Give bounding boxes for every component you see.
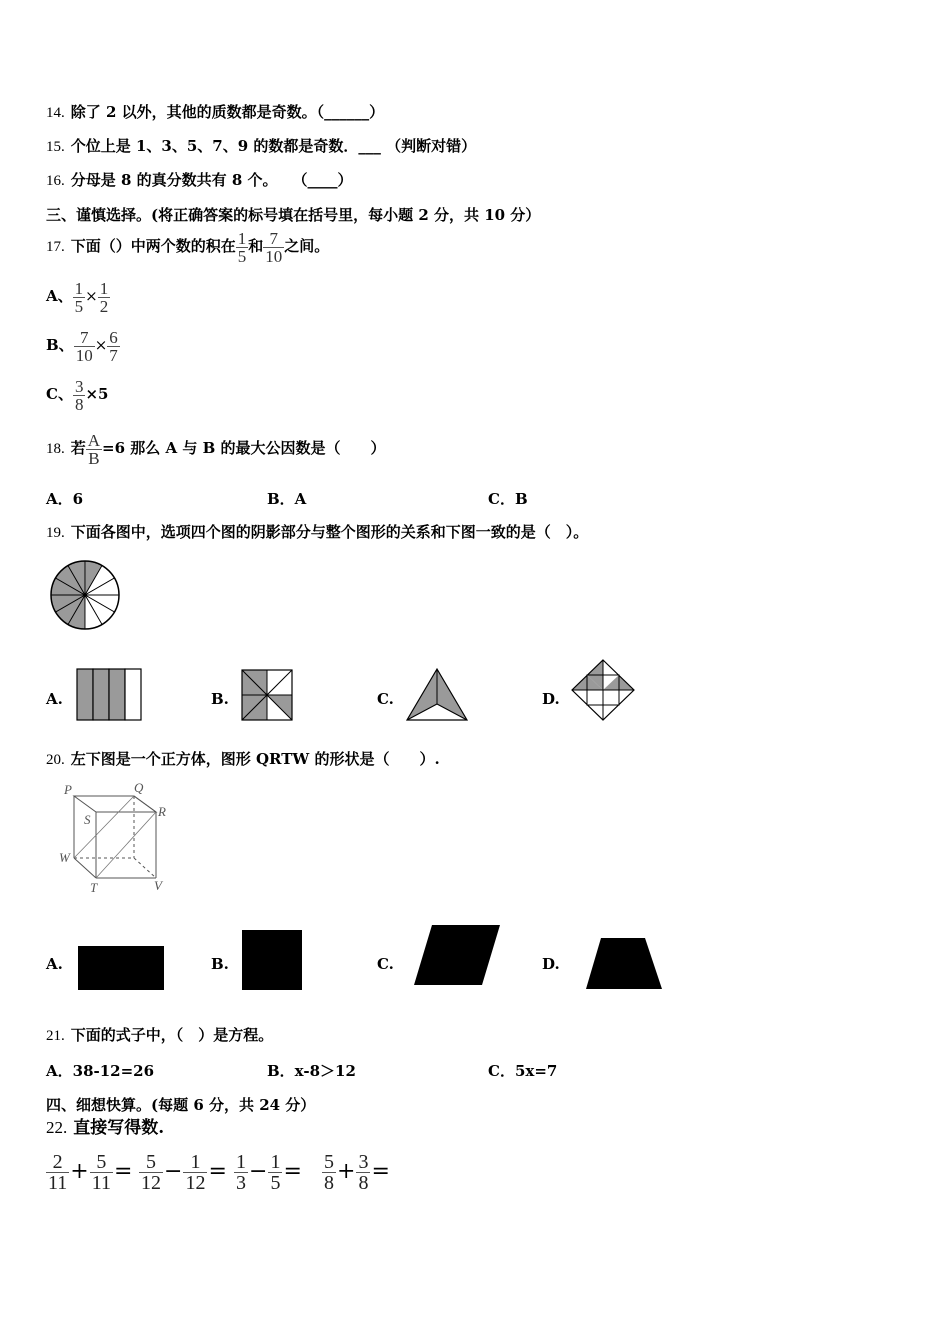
option-b: B、 $\frac{7}{10}$ × $\frac{6}{7}$ xyxy=(46,327,118,365)
question-14 xyxy=(46,102,384,123)
option-b-label: B. xyxy=(211,955,229,973)
fraction: $\frac{6}{7}$ xyxy=(109,327,118,365)
fraction: $\frac{5}{12}$ xyxy=(141,1150,161,1194)
option-b-square xyxy=(242,930,302,990)
option-b-square-figure xyxy=(240,668,296,722)
question-18 xyxy=(46,426,385,471)
fraction: $\frac{2}{11}$ xyxy=(48,1150,68,1194)
fraction: $\frac{1}{12}$ xyxy=(185,1150,206,1194)
fraction: $\frac{1}{2}$ xyxy=(99,278,109,316)
option-c-label: C. xyxy=(377,690,394,708)
fraction: $\frac{3}{8}$ xyxy=(74,376,84,414)
option-c: C．B xyxy=(488,490,528,508)
option-b-label: B. xyxy=(211,690,229,708)
question-number: 20. xyxy=(46,752,65,768)
option-d-trapezoid xyxy=(585,936,663,990)
cube-label-p: P xyxy=(64,782,72,797)
option-a-label: A. xyxy=(46,955,63,973)
option-c-triangle-figure xyxy=(404,666,470,724)
question-number: 14. xyxy=(46,105,65,121)
question-number: 19. xyxy=(46,525,65,541)
question-text: 左下图是一个正方体，图形 QRTW 的形状是（ ）. xyxy=(70,750,440,768)
cube-label-s: S xyxy=(84,812,91,827)
cube-figure xyxy=(54,780,184,896)
question-text: =6 那么 A 与 B 的最大公因数是（ ） xyxy=(102,439,386,457)
option-c-label: C. xyxy=(377,955,394,973)
option-a: A．38-12=26 xyxy=(46,1062,155,1080)
question-text: 分母是 8 的真分数共有 8 个。 （____） xyxy=(70,171,353,189)
question-text: 个位上是 1、3、5、7、9 的数都是奇数．___ （判断对错） xyxy=(70,137,477,155)
cube-label-q: Q xyxy=(134,780,144,795)
question-text: 除了 2 以外，其他的质数都是奇数。（______） xyxy=(70,103,385,121)
section-4-heading: 四、细想快算。(每题 6 分，共 24 分） xyxy=(46,1096,316,1114)
section-3-heading: 三、谨慎选择。(将正确答案的标号填在括号里，每小题 2 分，共 10 分） xyxy=(46,206,541,224)
option-a: A．6 xyxy=(46,490,84,508)
question-text: 和 xyxy=(248,237,264,255)
question-number: 15. xyxy=(46,139,65,155)
question-text: 下面各图中，选项四个图的阴影部分与整个图形的关系和下图一致的是（ ）。 xyxy=(70,523,589,541)
question-16 xyxy=(46,170,353,191)
question-number: 22. xyxy=(46,1118,68,1137)
option-c: C．5x=7 xyxy=(488,1062,558,1080)
question-15 xyxy=(46,136,476,157)
question-number: 17. xyxy=(46,239,65,255)
fraction: $\frac{1}{5}$ xyxy=(270,1150,281,1194)
option-a-label: A. xyxy=(46,690,63,708)
option-b: B．x-8＞12 xyxy=(267,1062,356,1080)
cube-label-t: T xyxy=(90,880,98,895)
question-22 xyxy=(46,1118,164,1138)
option-b: B．A xyxy=(267,490,307,508)
option-d-label: D. xyxy=(542,690,560,708)
circle-figure xyxy=(46,556,124,634)
question-text: 直接写得数. xyxy=(73,1118,165,1138)
question-number: 21. xyxy=(46,1028,65,1044)
question-17 xyxy=(46,226,329,267)
option-a-rectangle-figure xyxy=(76,668,144,722)
fraction: $\frac{5}{11}$ xyxy=(91,1150,111,1194)
question-21 xyxy=(46,1025,273,1046)
fraction: $\frac{3}{8}$ xyxy=(358,1150,369,1194)
option-c-parallelogram xyxy=(412,923,502,987)
cube-label-v: V xyxy=(154,878,162,893)
question-19 xyxy=(46,522,588,543)
option-a: A、 $\frac{1}{5}$ × $\frac{1}{2}$ xyxy=(46,278,109,316)
calc-expression-3: $\frac{1}{3}$ − $\frac{1}{5}$ = xyxy=(236,1150,302,1194)
option-d-diamond-figure xyxy=(570,658,636,722)
fraction: $\frac{1}{3}$ xyxy=(236,1150,246,1194)
cube-label-w: W xyxy=(59,850,70,865)
question-text: 下面（）中两个数的积在 xyxy=(70,237,236,255)
fraction: $\frac{1}{5}$ xyxy=(74,278,84,316)
calc-expression-2: $\frac{5}{12}$ − $\frac{1}{12}$ = xyxy=(141,1150,227,1194)
question-text: 若 xyxy=(70,439,86,457)
question-text: 下面的式子中，（ ）是方程。 xyxy=(70,1026,274,1044)
option-d-label: D. xyxy=(542,955,560,973)
option-a-wide-rectangle xyxy=(78,946,164,990)
cube-label-r: R xyxy=(158,804,166,819)
fraction: $\frac{5}{8}$ xyxy=(324,1150,334,1194)
question-number: 16. xyxy=(46,173,65,189)
question-number: 18. xyxy=(46,441,65,457)
fraction: $\frac{7}{10}$ xyxy=(265,228,283,266)
question-text: 之间。 xyxy=(284,237,330,255)
option-c: C、 $\frac{3}{8}$ ×5 xyxy=(46,376,109,414)
fraction: $\frac{7}{10}$ xyxy=(75,327,93,365)
calc-expression-4: $\frac{5}{8}$ + $\frac{3}{8}$ = xyxy=(324,1150,390,1194)
fraction: $\frac{A}{B}$ xyxy=(87,430,101,468)
fraction: $\frac{1}{5}$ xyxy=(237,228,247,266)
calc-expression-1: $\frac{2}{11}$ + $\frac{5}{11}$ = xyxy=(48,1150,133,1194)
question-20 xyxy=(46,749,440,770)
